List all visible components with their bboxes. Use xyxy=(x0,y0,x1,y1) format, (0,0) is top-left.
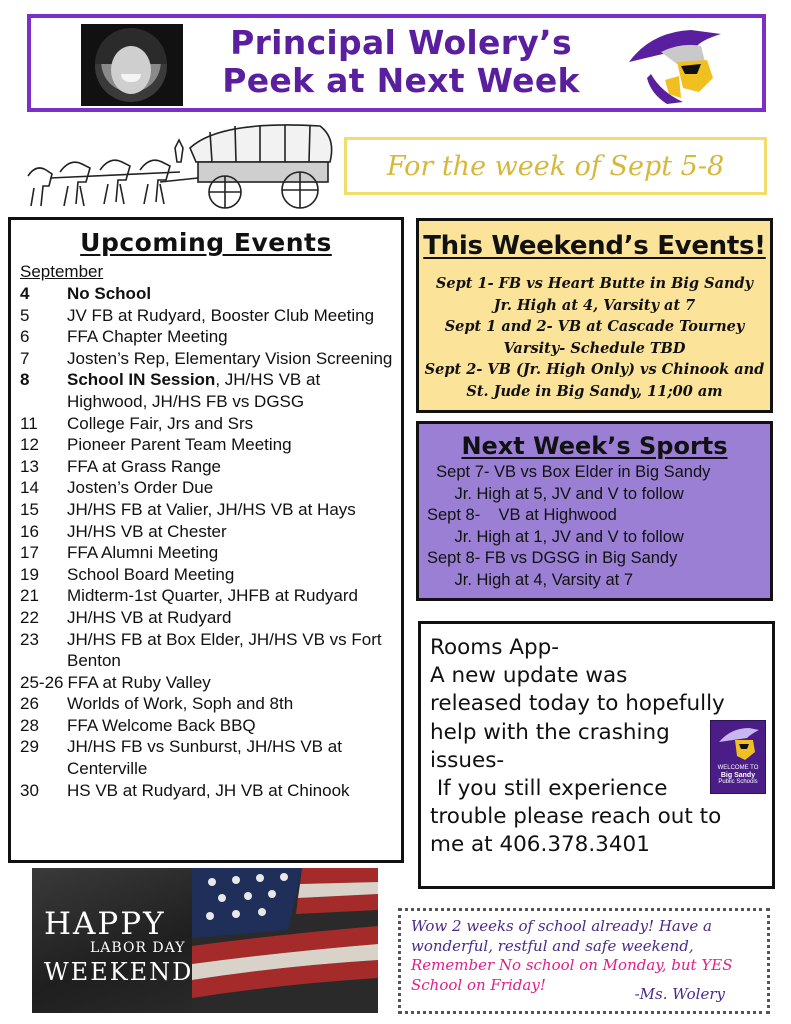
event-item xyxy=(20,564,402,586)
event-day: 12 xyxy=(20,435,39,455)
weekend-events-panel xyxy=(416,218,773,413)
event-item xyxy=(20,326,402,348)
event-day: 6 xyxy=(20,327,30,347)
event-text: Josten’s Order Due xyxy=(67,478,214,498)
event-text: Pioneer Parent Team Meeting xyxy=(67,435,292,455)
weekend-event-line: Jr. High at 4, Varsity at 7 xyxy=(493,296,696,314)
sports-line: Sept 8- FB vs DGSG in Big Sandy xyxy=(427,549,678,568)
week-label-box xyxy=(344,137,767,195)
logo-line-1: WELCOME TO xyxy=(717,765,759,771)
event-day: 8 xyxy=(20,370,30,390)
school-logo-icon xyxy=(710,720,766,794)
event-item xyxy=(20,369,402,412)
rooms-app-line: Rooms App- xyxy=(430,635,560,660)
event-item xyxy=(20,693,402,715)
event-item xyxy=(20,715,402,737)
upcoming-events-title: Upcoming Events xyxy=(80,228,332,257)
weekend-events-title: This Weekend’s Events! xyxy=(423,231,766,261)
event-text: No School xyxy=(67,284,152,303)
sports-line: Sept 7- VB vs Box Elder in Big Sandy xyxy=(427,463,711,481)
note-signature: -Ms. Wolery xyxy=(634,985,725,1003)
event-text: JH/HS FB at Valier, JH/HS VB at Hays xyxy=(67,499,356,519)
newsletter-header xyxy=(27,14,766,112)
rooms-app-line: me at 406.378.3401 xyxy=(430,832,650,858)
event-text: JH/HS FB at Box Elder, JH/HS VB vs Fort Benton xyxy=(67,629,382,671)
event-item xyxy=(20,736,402,779)
event-item xyxy=(20,434,402,456)
event-text-bold: School IN Session xyxy=(67,370,216,390)
event-text: JH/HS FB vs Sunburst, JH/HS VB at Centerville xyxy=(67,737,342,779)
event-item xyxy=(20,607,402,629)
event-day: 14 xyxy=(20,478,39,498)
event-text: HS VB at Rudyard, JH VB at Chinook xyxy=(67,780,350,800)
logo-line-2: Big Sandy xyxy=(720,772,756,779)
event-item xyxy=(20,629,402,672)
event-text: Midterm-1st Quarter, JHFB at Rudyard xyxy=(67,586,358,606)
event-item xyxy=(20,477,402,499)
event-text: JH/HS VB at Chester xyxy=(67,521,227,541)
sports-line: Jr. High at 5, JV and V to follow xyxy=(427,484,684,503)
event-item xyxy=(20,672,402,694)
event-item xyxy=(20,413,402,435)
event-item xyxy=(20,348,402,370)
event-item xyxy=(20,542,402,564)
event-item xyxy=(20,585,402,607)
event-day: 13 xyxy=(20,456,39,476)
sports-line: Jr. High at 1, JV and V to follow xyxy=(427,527,684,546)
event-day: 19 xyxy=(20,564,39,584)
rooms-app-notice xyxy=(418,621,775,889)
labor-day-banner xyxy=(32,868,378,1013)
rooms-app-line: issues- xyxy=(430,747,505,773)
event-text: Josten’s Rep, Elementary Vision Screening xyxy=(67,348,393,368)
event-item xyxy=(20,456,402,478)
event-day: 11 xyxy=(20,413,38,433)
event-text: FFA at Grass Range xyxy=(67,456,222,476)
event-item xyxy=(20,521,402,543)
event-text: Worlds of Work, Soph and 8th xyxy=(67,694,294,714)
event-day: 7 xyxy=(20,348,30,368)
event-text xyxy=(67,369,402,412)
event-day: 25-26 xyxy=(20,672,64,692)
event-text: JH/HS VB at Rudyard xyxy=(67,607,232,627)
weekend-event-line: Sept 2- VB (Jr. High Only) vs Chinook and xyxy=(424,361,765,378)
event-text: FFA at Ruby Valley xyxy=(67,672,211,692)
flag-image xyxy=(192,868,378,1013)
event-text: College Fair, Jrs and Srs xyxy=(67,413,254,433)
event-day: 22 xyxy=(20,607,39,627)
event-text: FFA Chapter Meeting xyxy=(67,327,228,347)
weekend-event-line: St. Jude in Big Sandy, 11;00 am xyxy=(466,382,723,400)
event-day: 26 xyxy=(20,694,39,714)
event-item xyxy=(20,283,402,305)
sports-line: Sept 8- VB at Highwood xyxy=(427,506,617,525)
weekend-event-line: Sept 1 and 2- VB at Cascade Tourney xyxy=(444,318,745,335)
event-day: 30 xyxy=(20,780,39,800)
rooms-app-line: released today to hopefully xyxy=(430,691,725,717)
rooms-app-line: If you still experience xyxy=(430,776,668,802)
events-month: September xyxy=(20,262,104,281)
weekend-events-list xyxy=(419,273,770,402)
event-day: 28 xyxy=(20,715,39,735)
event-day: 16 xyxy=(20,521,39,541)
rooms-app-line: A new update was xyxy=(430,663,628,689)
event-item xyxy=(20,780,402,802)
rooms-app-line: help with the crashing xyxy=(430,719,670,745)
event-item xyxy=(20,499,402,521)
upcoming-events-panel xyxy=(8,217,404,863)
sports-title: Next Week’s Sports xyxy=(461,432,728,460)
note-text-part-2: Remember No school on Monday, but YES School on Friday! xyxy=(411,956,733,994)
sports-line: Jr. High at 4, Varsity at 7 xyxy=(427,570,634,589)
event-list xyxy=(20,283,402,801)
next-week-sports-panel xyxy=(416,421,773,601)
labor-day-happy: HAPPY xyxy=(44,906,166,942)
event-text: FFA Welcome Back BBQ xyxy=(67,715,256,735)
note-text xyxy=(411,917,767,995)
event-text-rest: , JH/HS VB at Highwood, JH/HS FB vs DGSG xyxy=(67,370,321,411)
week-label: For the week of Sept 5-8 xyxy=(386,151,725,182)
rooms-app-line: trouble please reach out to xyxy=(430,804,722,830)
mascot-icon xyxy=(621,22,731,106)
sports-list xyxy=(427,462,769,592)
event-day: 4 xyxy=(20,284,30,303)
principal-note xyxy=(398,908,770,1014)
event-day: 21 xyxy=(20,586,39,606)
wagon-illustration xyxy=(20,118,340,212)
logo-line-3: Public Schools xyxy=(718,779,758,785)
weekend-event-line: Sept 1- FB vs Heart Butte in Big Sandy xyxy=(435,275,754,292)
weekend-event-line: Varsity- Schedule TBD xyxy=(503,339,686,357)
event-day: 17 xyxy=(20,543,39,563)
title-line-2: Peek at Next Week xyxy=(222,61,580,100)
event-text: FFA Alumni Meeting xyxy=(67,543,219,563)
note-text-part-1: Wow 2 weeks of school already! Have a wonderful, restful and safe weekend, xyxy=(411,917,712,955)
labor-day-weekend: WEEKEND xyxy=(44,958,194,986)
event-day: 23 xyxy=(20,629,39,649)
mascot-small-icon xyxy=(717,726,761,762)
event-day: 5 xyxy=(20,305,30,325)
event-item xyxy=(20,305,402,327)
event-day: 15 xyxy=(20,499,39,519)
principal-photo xyxy=(81,24,183,106)
page-title xyxy=(191,24,611,100)
event-text: School Board Meeting xyxy=(67,564,235,584)
title-line-1: Principal Wolery’s xyxy=(230,23,572,62)
event-text: JV FB at Rudyard, Booster Club Meeting xyxy=(67,305,375,325)
labor-day-label: LABOR DAY xyxy=(90,940,186,956)
event-day: 29 xyxy=(20,737,39,757)
school-logo-text xyxy=(711,765,765,786)
